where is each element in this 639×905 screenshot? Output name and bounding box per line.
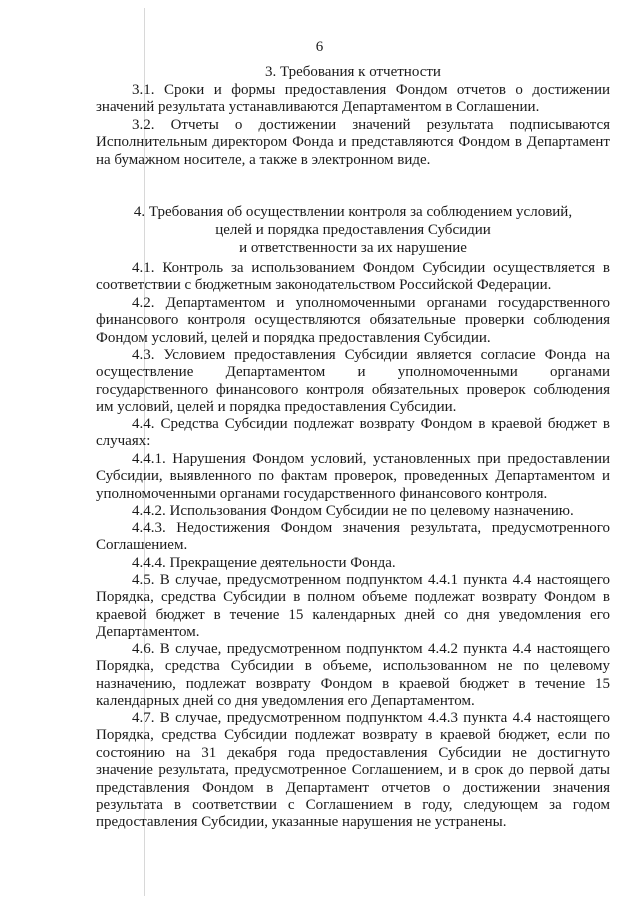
- paragraph-4-4: 4.4. Средства Субсидии подлежат возврату Фондом в краевой бюджет в случаях:: [96, 416, 610, 450]
- section-4-heading-line-3: и ответственности за их нарушение: [239, 240, 467, 256]
- paragraph-4-2: 4.2. Департаментом и уполномоченными органами государственного финансового контроля осуществляются обязательные проверки соблюдения Фондом условий, целей и порядка предоставления Субсидии.: [96, 295, 610, 346]
- section-4-heading-line-1: 4. Требования об осуществлении контроля за соблюдением условий,: [133, 204, 573, 220]
- section-4-heading: [96, 203, 610, 257]
- paragraph-4-4-3: 4.4.3. Недостижения Фондом значения результата, предусмотренного Соглашением.: [96, 520, 610, 554]
- paragraph-4-7: 4.7. В случае, предусмотренном подпунктом 4.4.3 пункта 4.4 настоящего Порядка, средства Субсидии подлежат возврату в краевой бюджет, если по состоянию на 31 декабря года предоставления Субсидии не достигнуто значение результата, предусмотренное Соглашением, и в срок до первой даты представления Фондом в Департамент отчетов о достижении значения результата в соответствии с Соглашением в году, следующем за годом предоставления Субсидии, указанные нарушения не устранены.: [96, 710, 610, 831]
- paragraph-4-6: 4.6. В случае, предусмотренном подпунктом 4.4.2 пункта 4.4 настоящего Порядка, средства Субсидии в объеме, использованном не по целевому назначению, подлежат возврату Фондом в краевой бюджет в течение 15 календарных дней со дня уведомления его Департаментом.: [96, 641, 610, 710]
- paragraph-3-2: 3.2. Отчеты о достижении значений результата подписываются Исполнительным директором Фонда и представляются Фондом в Департамент на бумажном носителе, а также в электронном виде.: [96, 117, 610, 168]
- paragraph-4-4-4: 4.4.4. Прекращение деятельности Фонда.: [132, 555, 396, 571]
- section-3-heading: 3. Требования к отчетности: [265, 64, 441, 80]
- paragraph-4-4-2: 4.4.2. Использования Фондом Субсидии не по целевому назначению.: [132, 503, 574, 519]
- section-4-heading-line-2: целей и порядка предоставления Субсидии: [215, 222, 491, 238]
- paragraph-4-5: 4.5. В случае, предусмотренном подпунктом 4.4.1 пункта 4.4 настоящего Порядка, средства Субсидии в полном объеме подлежат возврату Фондом в краевой бюджет в течение 15 календарных дней со дня уведомления его Департаментом.: [96, 572, 610, 641]
- paragraph-4-3: 4.3. Условием предоставления Субсидии является согласие Фонда на осуществление Департаментом и уполномоченными органами государственного финансового контроля обязательных проверок соблюдения им условий, целей и порядка предоставления Субсидии.: [96, 347, 610, 416]
- paragraph-3-1: 3.1. Сроки и формы предоставления Фондом отчетов о достижении значений результата устанавливаются Департаментом в Соглашении.: [96, 82, 610, 116]
- paragraph-4-1: 4.1. Контроль за использованием Фондом Субсидии осуществляется в соответствии с бюджетным законодательством Российской Федерации.: [96, 260, 610, 294]
- paragraph-4-4-1: 4.4.1. Нарушения Фондом условий, установленных при предоставлении Субсидии, выявленного по фактам проверок, проведенных Департаментом и уполномоченными органами государственного финансового контроля.: [96, 451, 610, 502]
- page-number: 6: [315, 39, 324, 55]
